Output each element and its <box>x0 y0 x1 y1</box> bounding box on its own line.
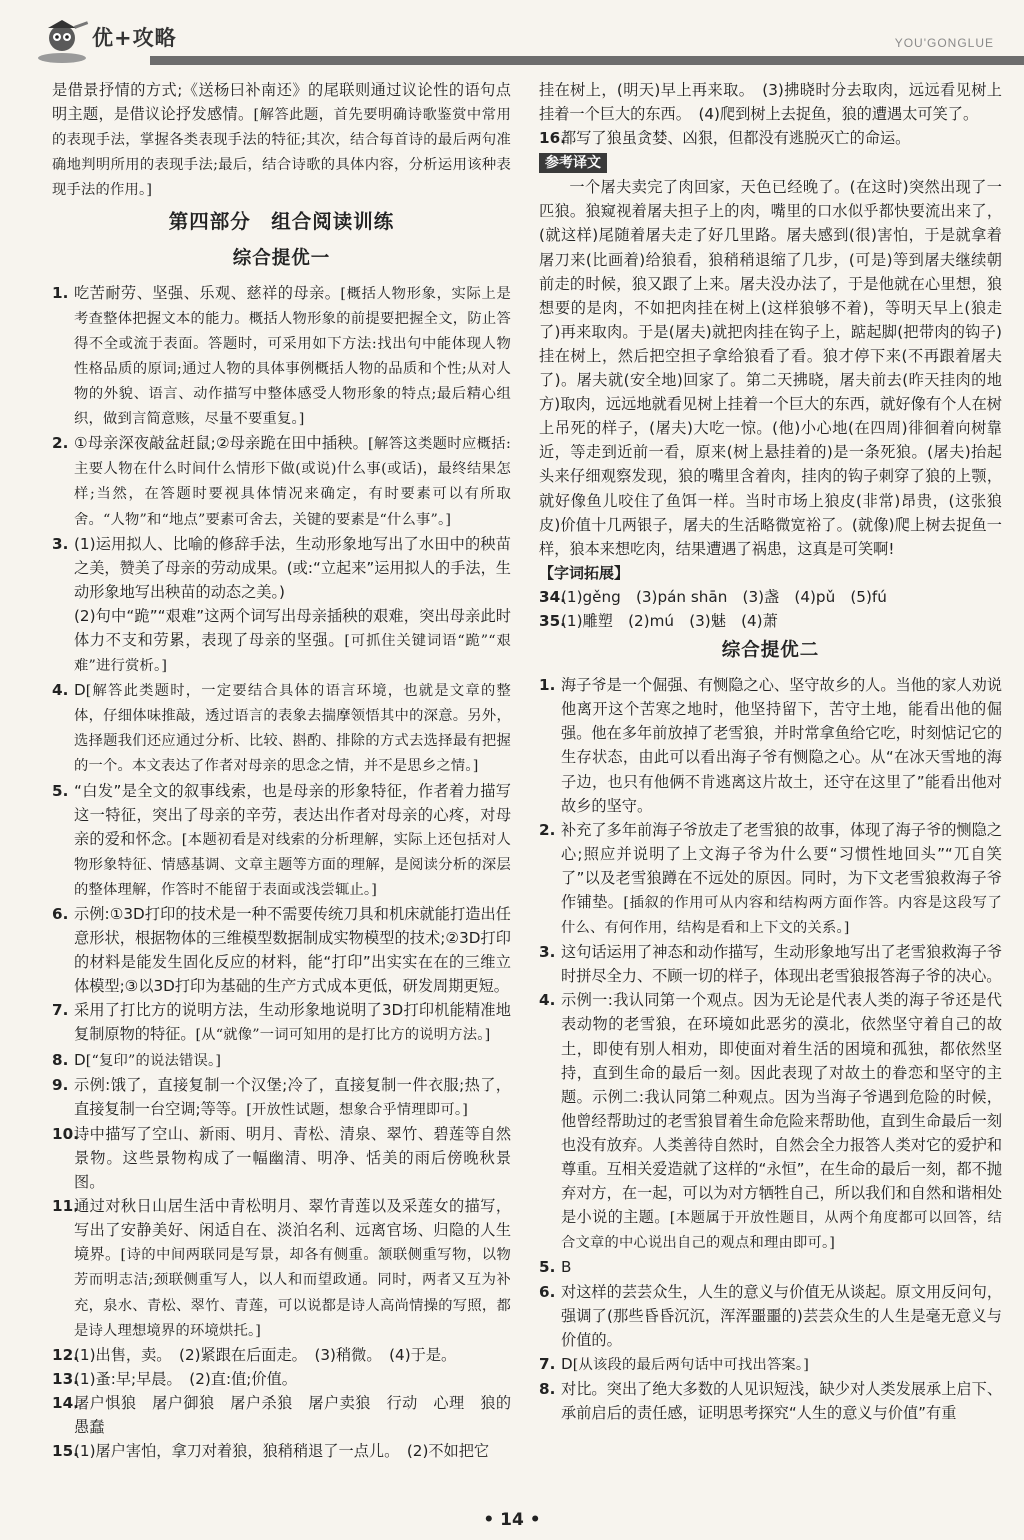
section2-title: 综合提优二 <box>721 640 820 662</box>
brand-pinyin: YOU'GONGLUE <box>894 36 994 50</box>
list-item: 2. 补充了多年前海子爷放走了老雪狼的故事，体现了海子爷的恻隐之心;照应并说明了上文海子爷为什么要“习惯性地回头”“兀自笑了”以及老雪狼蹲在不远处的原因。同时，为下文老雪狼救海子爷作铺垫。[插叙的作用可从内容和结构两方面作答。内容是这段写了什么、有何作用，结构是看和上下文的关系。] <box>539 820 1003 937</box>
item15-continuation: 挂在树上，(明天)早上再来取。 (3)拂晓时分去取肉，远远看见树上挂着一个巨大的东西。 (4)爬到树上去捉鱼，狼的遭遇太可笑了。 <box>539 81 1002 124</box>
mascot-logo-icon <box>34 18 90 64</box>
list-item: 8. D[“复印”的说法错误。] <box>52 1050 222 1069</box>
list-item: 4. D[解答此类题时，一定要结合具体的语言环境，也就是文章的整体，仔细体味推敲，透过语言的表象去揣摩领悟其中的深意。另外，选择题我们还应通过分析、比较、斟酌、排除的方式去选择最有把握的一个。本文表达了作者对母亲的思念之情，并不是思乡之情。] <box>52 681 511 775</box>
list-item: 6. 示例:①3D打印的技术是一种不需要传统刀具和机床就能打造出任意形状，根据物体的三维模型数据制成实物模型的技术;②3D打印的材料是能发生固化反应的材料，能“打印”出实实在在的三维立体模型;③以3D打印为基础的生产方式成本更低，研发周期更短。 <box>52 905 511 996</box>
list-item: 35. (1)雕塑 (2)mú (3)魅 (4)萧 <box>539 611 778 630</box>
list-item: 8. 对比。突出了绝大多数的人见识短浅，缺少对人类发展承上启下、承前启后的责任感，证明思考探究“人生的意义与价值”有重 <box>539 1379 1002 1422</box>
list-item: 7. 采用了打比方的说明方法，生动形象地说明了3D打印机能精准地复制原物的特征。[从“就像”一词可知用的是打比方的说明方法。] <box>52 1001 511 1044</box>
list-item: 9. 示例:饿了，直接复制一个汉堡;冷了，直接复制一件衣服;热了，直接复制一台空调;等等。[开放性试题，想象合乎情理即可。] <box>52 1075 511 1118</box>
translation-label: 参考译文 <box>539 150 1002 175</box>
right-column <box>539 78 1002 1425</box>
list-item: 7. D[从该段的最后两句话中可找出答案。] <box>539 1354 810 1373</box>
list-item: 11. 通过对秋日山居生活中青松明月、翠竹青莲以及采莲女的描写，写出了安静美好、闲适自在、淡泊名利、远离官场、归隐的人生境界。[诗的中间两联同是写景，却各有侧重。颔联侧重写物，以物芳而明志洁;颈联侧重写人，以人和而望政通。同时，两者又互为补充，泉水、青松、翠竹、青莲，可以说都是诗人高尚情操的写照，都是诗人理想境界的环境烘托。] <box>52 1197 511 1339</box>
list-item: 1. 海子爷是一个倔强、有恻隐之心、坚守故乡的人。当他的家人劝说他离开这个苦寒之地时，他坚持留下，苦守土地，能看出他的倔强。他在多年前放掉了老雪狼，并时常拿鱼给它吃，时刻惦记它的生存状态，由此可以看出海子爷有恻隐之心。从“在冰天雪地的海子边，也只有他俩不肯逃离这片故土，还守在这里了”能看出他对故乡的坚守。 <box>539 676 1002 815</box>
list-item: 12. (1)出售，卖。 (2)紧跟在后面走。 (3)稍微。 (4)于是。 <box>52 1345 457 1364</box>
translation-text: 一个屠夫卖完了肉回家，天色已经晚了。(在这时)突然出现了一匹狼。狼窥视着屠夫担子上的肉，嘴里的口水似乎都快要流出来了，(就这样)尾随着屠夫走了好几里路。屠夫感到(很)害怕，于是就拿着屠刀来(比画着)给狼看，狼稍稍退缩了几步，(可是)等到屠夫继续朝前走的时候，狼又跟了上来。屠夫没办法了，于是他就在心里想，狼想要的是肉，不如把肉挂在树上(这样狼够不着)，等明天早上(狼走了)再来取肉。于是(屠夫)就把肉挂在钩子上，踮起脚(把带肉的钩子)挂在树上，然后把空担子拿给狼看了看。狼才停下来(不再跟着屠夫了)。屠夫就(安全地)回家了。第二天拂晓，屠夫前去(昨天挂肉的地方)取肉，远远地就看见树上挂着一个巨大的东西，就好像有个人在树上吊死的样子，(屠夫)大吃一惊。(他)小心地(在四周)徘徊着向树靠近，等走到近前一看，原来(树上悬挂着的)是一条死狼。(屠夫)抬起头来仔细观察发现，狼的嘴里含着肉，挂肉的钩子刺穿了狼的上颚，就好像鱼儿咬住了鱼饵一样。当时市场上狼皮(非常)昂贵，(这张狼皮)价值十几两银子，屠夫的生活略微宽裕了。(就像)爬上树去捉鱼一样，狼本来想吃肉，结果遭遇了祸患，这真是可笑啊! <box>539 178 1002 558</box>
vocab-label: 【字词拓展】 <box>539 563 630 582</box>
page-header <box>0 0 1024 72</box>
left-column <box>52 78 511 1463</box>
list-item: 16. 都写了狼虽贪婪、凶狠，但都没有逃脱灭亡的命运。 <box>539 129 911 148</box>
list-item: 4. 示例一:我认同第一个观点。因为无论是代表人类的海子爷还是代表动物的老雪狼，在环境如此恶劣的漠北，依然坚守着自己的故土，即使有别人相劝，即使面对着生活的困境和孤独，都依然坚持，直到生命的最后一刻。因此表现了对故土的眷恋和坚守的主题。示例二:我认同第二种观点。因为当海子爷遇到危险的时候，他曾经帮助过的老雪狼冒着生命危险来帮助他，直到生命最后一刻也没有放弃。人类善待自然时，自然会全力报答人类对它的爱护和尊重。互相关爱造就了这样的“永恒”，在生命的最后一刻，都不抛弃对方，在一起，可以为对方牺牲自己，所以我们和自然和谐相处是小说的主题。[本题属于开放性题目，从两个角度都可以回答，结合文章的中心说出自己的观点和理由即可。] <box>539 991 1002 1252</box>
brand-title: 优+攻略 <box>92 26 177 50</box>
page-number: • 14 • <box>483 1510 541 1530</box>
list-item: 14. 屠户惧狼 屠户御狼 屠户杀狼 屠户卖狼 行动 心理 狼的愚蠢 <box>52 1393 511 1436</box>
list-item: 3. 这句话运用了神态和动作描写，生动形象地写出了老雪狼救海子爷时拼尽全力、不顾一切的样子，体现出老雪狼报答海子爷的决心。 <box>539 943 1002 986</box>
list-item: 13. (1)蚤:早;早晨。 (2)直:值;价值。 <box>52 1369 297 1388</box>
header-rule <box>150 56 1024 65</box>
list-item: 5. “白发”是全文的叙事线索，也是母亲的形象特征，作者着力描写这一特征，突出了母亲的辛劳，表达出作者对母亲的心疼，对母亲的爱和怀念。[本题初看是对线索的分析理解，实际上还包括对人物形象特征、情感基调、文章主题等方面的理解，是阅读分析的深层的整体理解，作答时不能留于表面或浅尝辄止。] <box>52 781 512 898</box>
list-item: 10. 诗中描写了空山、新雨、明月、青松、清泉、翠竹、碧莲等自然景物。这些景物构成了一幅幽清、明净、恬美的雨后傍晚秋景图。 <box>52 1124 511 1192</box>
list-item: 1. 吃苦耐劳、坚强、乐观、慈祥的母亲。[概括人物形象，实际上是考查整体把握文本的能力。概括人物形象的前提要把握全文，防止答得不全或流于表面。答题时，可采用如下方法:找出句中能体现人物性格品质的原词;通过人物的具体事例概括人物的品质和个性;从对人物的外貌、语言、动作描写中整体感受人物形象的特点;最后精心组织，做到言简意赅，尽量不要重复。] <box>52 283 511 428</box>
list-item: 15. (1)屠户害怕，拿刀对着狼，狼稍稍退了一点儿。 (2)不如把它 <box>52 1442 490 1461</box>
list-item: 2. ①母亲深夜敲盆赶鼠;②母亲跪在田中插秧。[解答这类题时应概括:主要人物在什么时间什么情形下做(或说)什么事(或话)，最终结果怎样;当然，在答题时要视具体情况来确定，有时要素可以有所取舍。“人物”和“地点”要素可舍去，关键的要素是“什么事”。] <box>52 434 511 528</box>
list-item: 3. (1)运用拟人、比喻的修辞手法，生动形象地写出了水田中的秧苗之美，赞美了母亲的劳动成果。(或:“立起来”运用拟人的手法，生动形象地写出秧苗的动态之美。) (2)句中“跪”“艰难”这两个词写出母亲插秧的艰难，突出母亲此时体力不支和劳累，表现了母亲的坚强。[可抓住关键词语“跪”“艰难”进行赏析。] <box>52 534 512 675</box>
section1-title: 综合提优一 <box>232 247 331 269</box>
list-item: 6. 对这样的芸芸众生，人生的意义与价值无从谈起。原文用反问句，强调了(那些昏昏沉沉，浑浑噩噩的)芸芸众生的人生是毫无意义与价值的。 <box>539 1282 1002 1349</box>
part-title: 第四部分 组合阅读训练 <box>168 210 395 234</box>
intro-paragraph: 是借景抒情的方式;《送杨曰补南还》的尾联则通过议论性的语句点明主题，是借议论抒发感情。[解答此题，首先要明确诗歌鉴赏中常用的表现手法，掌握各类表现手法的特征;其次，结合每首诗的最后两句准确地判明所用的表现手法;最后，结合诗歌的具体内容，分析运用该种表现手法的作用。] <box>52 81 511 199</box>
list-item: 5. B <box>539 1258 572 1277</box>
list-item: 34. (1)gěng (3)pán shān (3)盏 (4)pǔ (5)fú <box>539 587 887 606</box>
